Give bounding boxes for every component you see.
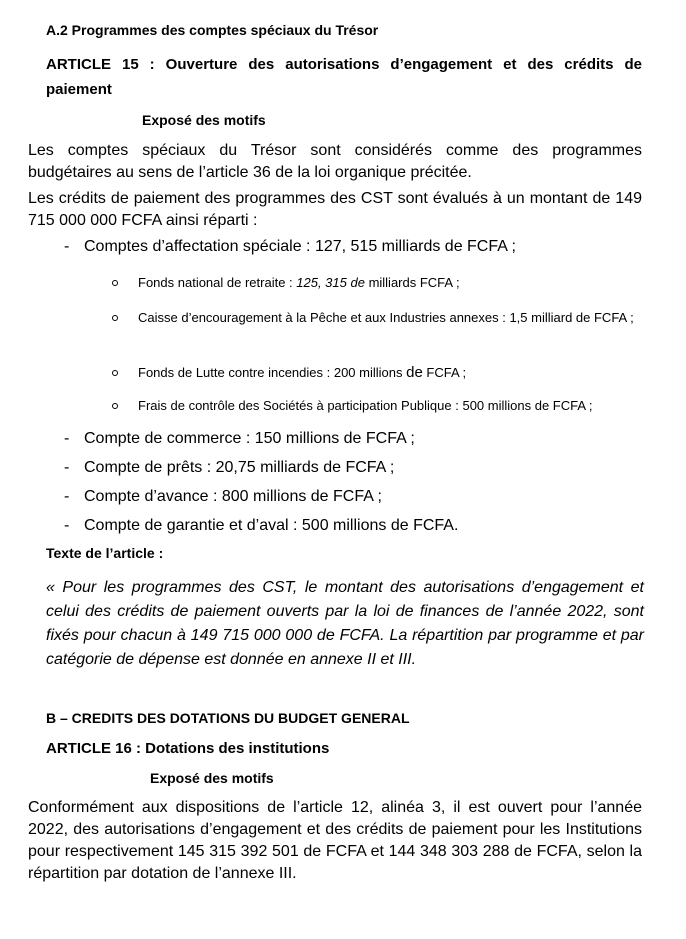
article-16-paragraph: Conformément aux dispositions de l’article 12, alinéa 3, il est ouvert pour l’année 2022, des autorisations d’engagement et des crédits de paiement pour les Institutions pour respectivement 145 315 392 501 de FCFA et 144 348 303 288 de FCFA, selon la répartition par dotation de l’annexe III. bbox=[28, 799, 642, 882]
circle-bullet-icon bbox=[112, 403, 118, 409]
sub-item-text: Fonds de Lutte contre incendies : 200 millions bbox=[138, 365, 407, 380]
article-16-title: ARTICLE 16 : Dotations des institutions bbox=[46, 740, 330, 757]
article-16-expose-heading: Exposé des motifs bbox=[150, 770, 274, 786]
sub-item-text: Frais de contrôle des Sociétés à participation Publique : 500 millions de FCFA ; bbox=[138, 398, 593, 413]
dash-bullet: - bbox=[64, 430, 70, 447]
sub-list-item bbox=[138, 273, 642, 292]
article-15-texte-heading: Texte de l’article : bbox=[46, 545, 164, 561]
dash-bullet: - bbox=[64, 238, 70, 255]
sub-item-text-suffix: milliards FCFA ; bbox=[364, 275, 460, 290]
list-item-text: Compte de commerce : 150 millions de FCFA ; bbox=[84, 430, 415, 447]
section-a2-heading: A.2 Programmes des comptes spéciaux du Trésor bbox=[46, 22, 379, 38]
list-item bbox=[64, 457, 644, 479]
article-15-title: ARTICLE 15 : Ouverture des autorisations d’engagement et des crédits de paiement bbox=[46, 56, 642, 98]
article-15-quote: « Pour les programmes des CST, le montant des autorisations d’engagement et celui des crédits de paiement ouverts par la loi de finances de l’année 2022, sont fixés pour chacun à 149 715 000 000 de FCFA. La répartition par programme et par catégorie de dépense est donnée en annexe II et III. bbox=[46, 579, 644, 668]
sub-list-item bbox=[138, 363, 642, 382]
list-item bbox=[64, 428, 644, 450]
list-item bbox=[64, 486, 644, 508]
section-b-heading: B – CREDITS DES DOTATIONS DU BUDGET GENERAL bbox=[46, 710, 410, 726]
dash-bullet: - bbox=[64, 459, 70, 476]
article-15-expose-heading: Exposé des motifs bbox=[142, 112, 266, 128]
list-item-text: Comptes d’affectation spéciale : 127, 515 milliards de FCFA ; bbox=[84, 238, 516, 255]
sub-list-item bbox=[138, 396, 648, 415]
circle-bullet-icon bbox=[112, 315, 118, 321]
circle-bullet-icon bbox=[112, 280, 118, 286]
article-15-paragraph-2: Les crédits de paiement des programmes des CST sont évalués à un montant de 149 715 000 000 FCFA ainsi réparti : bbox=[28, 190, 642, 229]
sub-item-text-de: de bbox=[406, 364, 423, 381]
sub-item-text: Caisse d’encouragement à la Pêche et aux Industries annexes : 1,5 milliard de FCFA ; bbox=[138, 310, 634, 325]
sub-item-italic-amount: 125, 315 de bbox=[296, 275, 365, 290]
sub-list-item bbox=[138, 308, 642, 327]
list-item-text: Compte de garantie et d’aval : 500 millions de FCFA. bbox=[84, 517, 459, 534]
list-item-text: Compte de prêts : 20,75 milliards de FCFA ; bbox=[84, 459, 395, 476]
list-item bbox=[64, 236, 644, 258]
circle-bullet-icon bbox=[112, 370, 118, 376]
sub-item-text: Fonds national de retraite : bbox=[138, 275, 297, 290]
article-15-paragraph-1: Les comptes spéciaux du Trésor sont considérés comme des programmes budgétaires au sens de l’article 36 de la loi organique précitée. bbox=[28, 142, 642, 181]
list-item-text: Compte d’avance : 800 millions de FCFA ; bbox=[84, 488, 382, 505]
dash-bullet: - bbox=[64, 517, 70, 534]
sub-item-text-suffix: FCFA ; bbox=[422, 365, 467, 380]
list-item bbox=[64, 515, 644, 537]
dash-bullet: - bbox=[64, 488, 70, 505]
